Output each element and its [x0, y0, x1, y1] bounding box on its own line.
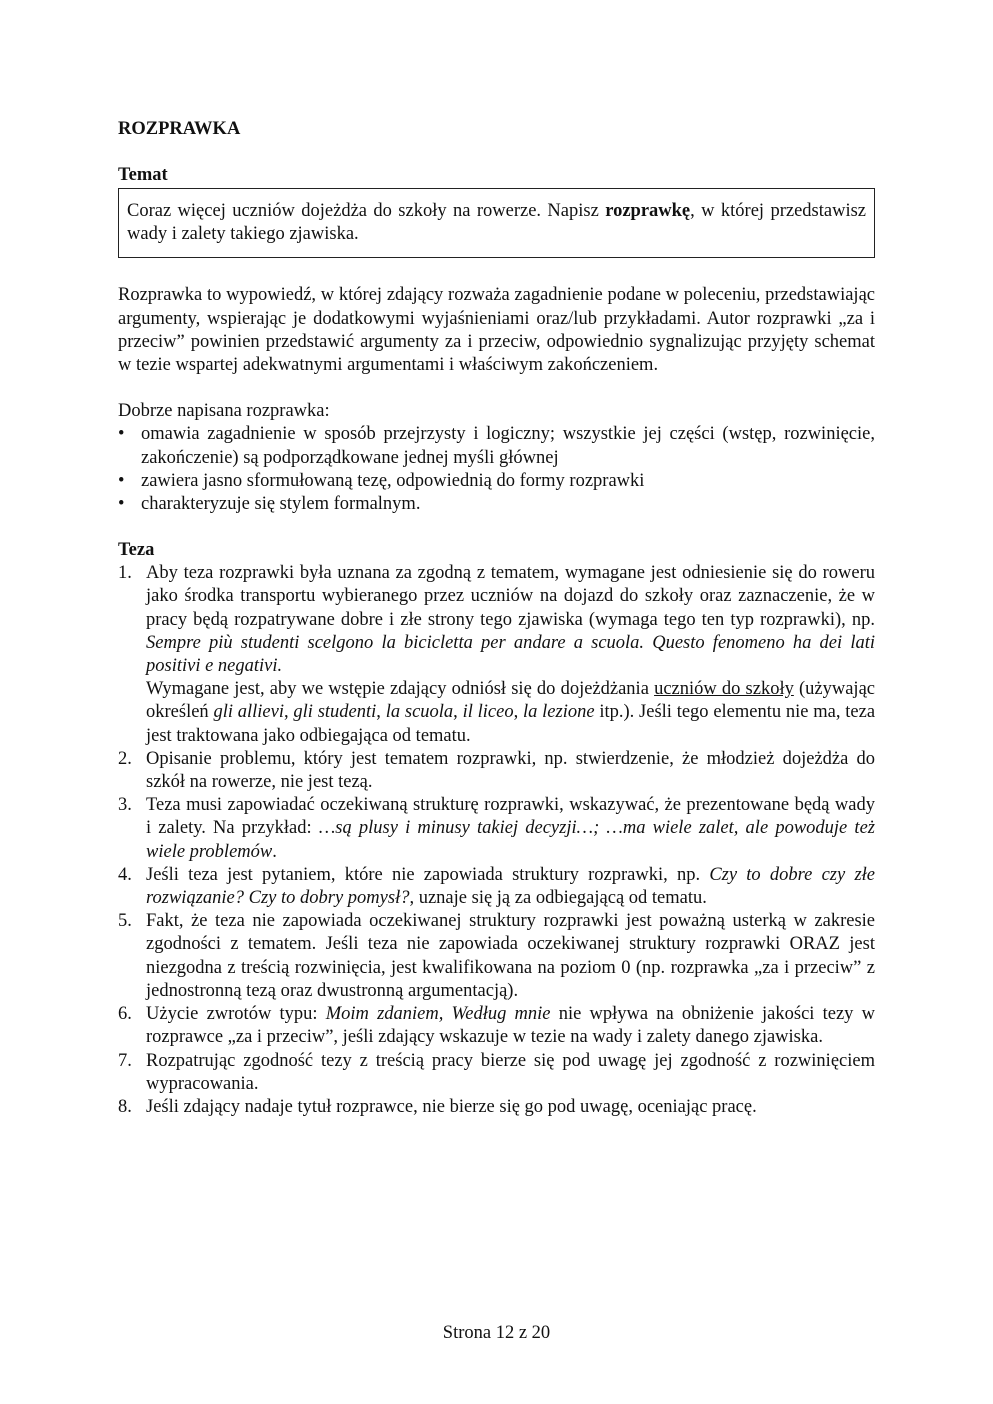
text-segment: , — [453, 702, 463, 723]
item-text: Rozpatrując zgodność tezy z treścią pracy bierze się pod uwagę jej zgodność z rozwinięciem wypracowania. — [146, 1050, 875, 1094]
teza-list — [118, 562, 875, 1119]
item-text: Jeśli teza jest pytaniem, które nie zapowiada struktury rozprawki, np. — [146, 864, 710, 885]
text-segment: , uznaje się ją za odbiegającą od tematu. — [409, 888, 707, 909]
italic-example: Czy to dobre czy złe rozwiązanie? Czy to dobry pomysł? — [146, 864, 875, 909]
italic-term: la lezione — [523, 702, 595, 723]
criteria-item-text: zawiera jasno sformułowaną tezę, odpowiednią do formy rozprawki — [141, 470, 645, 491]
list-item — [118, 423, 875, 469]
item-number: 6. — [118, 1004, 132, 1025]
temat-box — [118, 188, 875, 258]
text-segment: (używając określeń — [146, 679, 875, 723]
item-number: 3. — [118, 795, 132, 816]
criteria-lead: Dobrze napisana rozprawka: — [118, 401, 330, 422]
item-text: Opisanie problemu, który jest tematem rozprawki, np. stwierdzenie, że młodzież dojeżdża do szkół na rowerze, nie jest tezą. — [146, 748, 875, 793]
item-number: 1. — [118, 563, 132, 584]
spacer — [118, 516, 875, 539]
italic-example: …są plusy i minusy takiej decyzji…; …ma wiele zalet, ale powoduje też wiele problemów — [146, 818, 875, 862]
item-number: 5. — [118, 911, 132, 932]
list-item — [118, 1096, 875, 1119]
italic-example: Sempre più studenti scelgono la bicicletta per andare a scuola. Questo fenomeno ha dei lati positivi e negativi. — [146, 632, 875, 677]
item-number: 8. — [118, 1096, 132, 1117]
list-item — [118, 1003, 875, 1049]
list-item — [118, 794, 875, 864]
text-segment: , — [513, 702, 523, 723]
list-item — [118, 562, 875, 748]
list-item — [118, 470, 875, 493]
section-title: ROZPRAWKA — [118, 119, 241, 139]
item-text: Jeśli zdający nadaje tytuł rozprawce, nie bierze się go pod uwagę, oceniając pracę. — [146, 1096, 757, 1117]
text-segment: . — [272, 841, 277, 862]
page-content — [118, 118, 875, 1119]
teza-heading: Teza — [118, 540, 155, 561]
text-segment: nie wpływa na obniżenie jakości tezy w rozprawce „za i przeciw”, jeśli zdający wskazuje w tezie na wady i zalety danego zjawiska. — [146, 1004, 875, 1048]
list-item — [118, 1050, 875, 1096]
criteria-item-text: charakteryzuje się stylem formalnym. — [141, 494, 421, 515]
temat-text-1: Coraz więcej uczniów dojeżdża do szkoły na rowerze. Napisz — [127, 201, 606, 221]
bullet-icon: • — [118, 424, 125, 445]
text-segment: Wymagane jest, aby we wstępie zdający odniósł się do dojeżdżania — [146, 679, 655, 700]
text-segment: , — [284, 702, 294, 723]
list-item — [118, 864, 875, 910]
page-footer: Strona 12 z 20 — [442, 1323, 551, 1343]
italic-term: gli studenti — [293, 702, 377, 723]
item-number: 2. — [118, 748, 132, 769]
text-segment: , — [376, 702, 386, 723]
item-text — [146, 678, 875, 748]
item-number: 4. — [118, 864, 132, 885]
item-text: Użycie zwrotów typu: — [146, 1004, 326, 1025]
criteria-item-text: omawia zagadnienie w sposób przejrzysty i logiczny; wszystkie jej części (wstęp, rozwinięcie, zakończenie) są podporządkowane jednej myśli głównej — [141, 424, 875, 468]
item-text — [146, 562, 875, 678]
temat-text-2: , w której przedstawisz wady i zalety takiego zjawiska. — [127, 201, 866, 245]
temat-heading: Temat — [118, 165, 168, 185]
italic-example: Moim zdaniem, Według mnie — [325, 1004, 551, 1025]
text-segment: itp.). Jeśli tego elementu nie ma, teza jest traktowana jako odbiegająca od tematu. — [146, 702, 876, 746]
bullet-icon: • — [118, 470, 125, 491]
bullet-icon: • — [118, 494, 125, 515]
italic-term: il liceo — [462, 702, 514, 723]
list-item — [118, 910, 875, 1003]
spacer — [118, 377, 875, 400]
temat-bold: rozprawkę — [605, 201, 691, 221]
item-text: Teza musi zapowiadać oczekiwaną strukturę rozprawki, wskazywać, że prezentowane będą wady i zalety. Na przykład: — [146, 795, 875, 839]
underlined-text: uczniów do szkoły — [654, 679, 794, 700]
item-text: Fakt, że teza nie zapowiada oczekiwanej struktury rozprawki jest poważną usterką w zakresie zgodności z tematem. Jeśli teza nie zapowiada oczekiwanej struktury rozprawki ORAZ jest niezgodna z treścią rozwinięcia, jest kwalifikowana na poziom 0 (np. rozprawka „za i przeciw” z jednostronną tezą oraz dwustronną argumentacją). — [146, 911, 875, 1001]
criteria-list — [118, 423, 875, 516]
italic-term: la scuola — [385, 702, 454, 723]
spacer — [118, 141, 875, 164]
intro-paragraph: Rozprawka to wypowiedź, w której zdający rozważa zagadnienie podane w poleceniu, przedstawiając argumenty, wspierając je dodatkowymi wyjaśnieniami oraz/lub przykładami. Autor rozprawki „za i przeciw” powinien przedstawić argumenty za i przeciw, odpowiednio sygnalizując przyjęty schemat w tezie wspartej adekwatnymi argumentami i właściwym zakończeniem. — [118, 285, 875, 376]
italic-term: gli allievi — [213, 702, 284, 723]
spacer — [118, 258, 875, 284]
item-number: 7. — [118, 1050, 132, 1071]
list-item — [118, 493, 875, 516]
text-segment: Aby teza rozprawki była uznana za zgodną z tematem, wymagane jest odniesienie się do roweru jako środka transportu wybieranego przez uczniów na dojazd do szkoły oraz zaznaczenie, że w pracy będą rozpatrywane dobre i złe strony tego zjawiska (wymaga tego ten typ rozprawki), np. — [146, 563, 875, 630]
list-item — [118, 748, 875, 794]
